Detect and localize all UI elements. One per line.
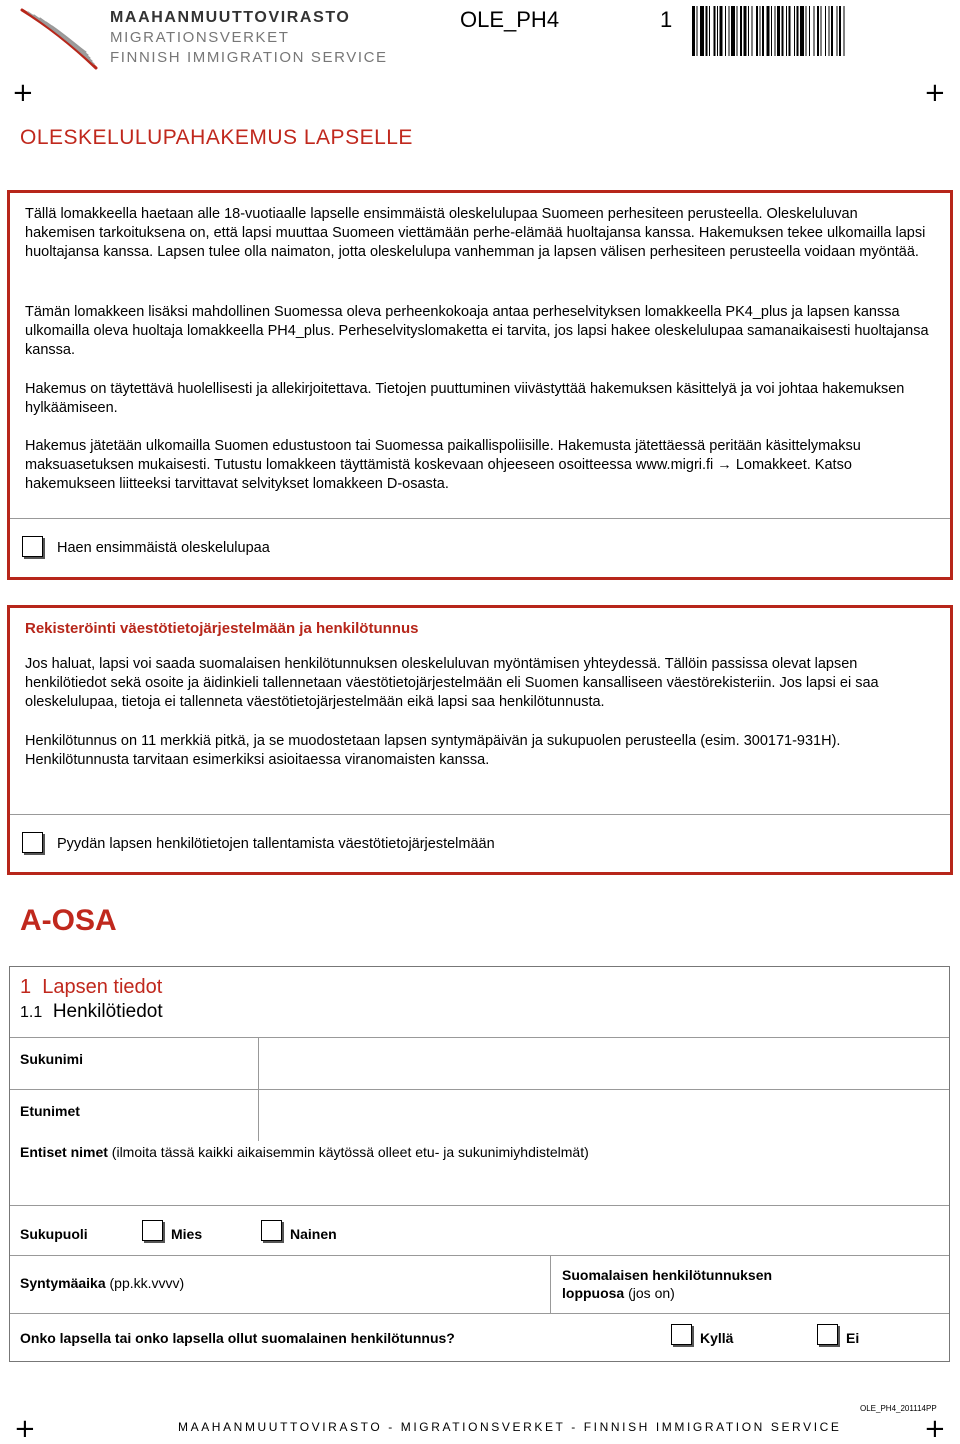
first-permit-checkbox[interactable] xyxy=(22,536,43,557)
intro-paragraph-1: Tällä lomakkeella haetaan alle 18-vuotiaalle lapselle ensimmäistä oleskelulupaa Suomeen perhesiteen perusteella. Oleskeluluvan hakemisen tarkoituksena on, että lapsi muuttaa Suomeen viettämään perhe-elämää huoltajansa kanssa. Hakemuksen tekee ulkomailla lapsi huoltajansa kanssa. Lapsen tulee olla naimaton, jotta oleskelulupa vanhemman ja lapsen välisen perhesiteen perusteella voidaan myöntää. xyxy=(25,206,926,260)
former-names-field[interactable] xyxy=(12,1164,948,1204)
intro-paragraph-3: Hakemus on täytettävä huolellisesti ja allekirjoitettava. Tietojen puuttuminen viivästyttää hakemuksen käsittelyä ja voi johtaa hakemuksen hylkäämiseen. xyxy=(25,381,905,416)
pid-label: Suomalaisen henkilötunnuksen loppuosa (jos on) xyxy=(562,1267,773,1301)
section-number: 1 xyxy=(20,976,32,998)
divider xyxy=(10,1313,949,1314)
registration-mark-icon: + xyxy=(924,78,946,108)
had-pid-question: Onko lapsella tai onko lapsella ollut suomalainen henkilötunnus? xyxy=(20,1330,455,1346)
pid-hint: (jos on) xyxy=(628,1285,675,1301)
registration-title: Rekisteröinti väestötietojärjestelmään ja henkilötunnus xyxy=(25,620,419,637)
logo-line-2: MIGRATIONSVERKET xyxy=(110,29,290,46)
female-label: Nainen xyxy=(290,1226,337,1242)
dob-label: Syntymäaika (pp.kk.vvvv) xyxy=(20,1275,185,1291)
registration-mark-icon: + xyxy=(14,1414,36,1444)
agency-logo-text xyxy=(110,8,388,68)
migri-logo-icon xyxy=(18,6,100,70)
register-pid-label: Pyydän lapsen henkilötietojen tallentamista väestötietojärjestelmään xyxy=(57,836,495,852)
subsection-title xyxy=(20,1001,163,1023)
intro-paragraph-4: Hakemus jätetään ulkomailla Suomen edustustoon tai Suomessa paikallispoliisille. Hakemusta jätettäessä peritään käsittelymaksu maksuasetuksen mukaisesti. Tutustu lomakkeen täyttämistä koskevaan ohjeeseen osoitteessa www.migri.fi → Lomakkeet. Katso hakemukseen liitteeksi tarvittavat selvitykset lomakkeen D-osasta. xyxy=(25,438,861,492)
subsection-title-text: Henkilötiedot xyxy=(52,1001,163,1022)
surname-field[interactable] xyxy=(259,1037,949,1087)
registration-paragraph-1: Jos haluat, lapsi voi saada suomalaisen henkilötunnuksen oleskeluluvan myöntämisen yhteydessä. Tällöin passissa olevat lapsen henkilötiedot sekä osoite ja äidinkieli tallennetaan väestötietojärjestelmään eli Suomen kansalliseen väestörekisteriin. Jos lapsi ei saa oleskelulupaa, tietoja ei tallenneta väestötietojärjestelmään eikä lapsi saa henkilötunnusta. xyxy=(25,656,879,710)
first-permit-label: Haen ensimmäistä oleskelulupaa xyxy=(57,540,270,556)
divider xyxy=(10,1205,949,1206)
dob-field[interactable] xyxy=(200,1258,545,1310)
firstnames-label: Etunimet xyxy=(20,1103,80,1119)
pid-field[interactable] xyxy=(820,1258,948,1310)
registration-paragraph-2: Henkilötunnus on 11 merkkiä pitkä, ja se muodostetaan lapsen syntymäpäivän ja sukupuolen perusteella (esim. 300171-931H). Henkilötunnusta tarvitaan esimerkiksi asioitaessa viranomaisten kanssa. xyxy=(25,733,841,768)
divider xyxy=(10,1255,949,1256)
sex-label: Sukupuoli xyxy=(20,1226,88,1242)
former-names-label: Entiset nimet (ilmoita tässä kaikki aikaisemmin käytössä olleet etu- ja sukunimiyhdistelmät) xyxy=(20,1144,589,1160)
section-a-heading: A-OSA xyxy=(20,904,117,937)
surname-label: Sukunimi xyxy=(20,1051,84,1067)
divider xyxy=(550,1255,551,1313)
registration-mark-icon: + xyxy=(12,78,34,108)
had-pid-yes-checkbox[interactable] xyxy=(671,1324,692,1345)
intro-paragraph-2: Tämän lomakkeen lisäksi mahdollinen Suomessa oleva perheenkokoaja antaa perheselvityksen lomakkeella PK4_plus ja lapsen kanssa ulkomailla oleva huoltaja lomakkeella PH4_plus. Perheselvityslomaketta ei tarvita, jos lapsi hakee oleskelulupaa samanaikaisesti huoltajansa kanssa. xyxy=(25,304,929,358)
divider xyxy=(10,518,950,519)
divider xyxy=(10,814,950,815)
firstnames-field[interactable] xyxy=(259,1089,949,1139)
had-pid-no-checkbox[interactable] xyxy=(817,1324,838,1345)
form-version: OLE_PH4_201114PP xyxy=(860,1404,937,1413)
male-label: Mies xyxy=(171,1226,203,1242)
footer-agency-line: MAAHANMUUTTOVIRASTO - MIGRATIONSVERKET - FINNISH IMMIGRATION SERVICE xyxy=(178,1420,842,1434)
barcode-icon xyxy=(692,6,954,56)
registration-mark-icon: + xyxy=(924,1414,946,1444)
dob-hint: (pp.kk.vvvv) xyxy=(109,1275,185,1291)
no-label: Ei xyxy=(846,1330,860,1346)
logo-line-1: MAAHANMUUTTOVIRASTO xyxy=(110,9,351,26)
section-title-text: Lapsen tiedot xyxy=(42,976,163,998)
sex-female-checkbox[interactable] xyxy=(261,1220,282,1241)
sex-male-checkbox[interactable] xyxy=(142,1220,163,1241)
former-names-hint: (ilmoita tässä kaikki aikaisemmin käytössä olleet etu- ja sukunimiyhdistelmät) xyxy=(111,1144,589,1160)
section-1-title xyxy=(20,976,162,999)
logo-line-3: FINNISH IMMIGRATION SERVICE xyxy=(110,49,388,66)
page-title: OLESKELULUPAHAKEMUS LAPSELLE xyxy=(20,126,413,149)
yes-label: Kyllä xyxy=(700,1330,734,1346)
register-pid-checkbox[interactable] xyxy=(22,832,43,853)
page-number: 1 xyxy=(660,7,673,32)
subsection-number: 1.1 xyxy=(20,1004,43,1021)
form-code: OLE_PH4 xyxy=(460,7,560,32)
